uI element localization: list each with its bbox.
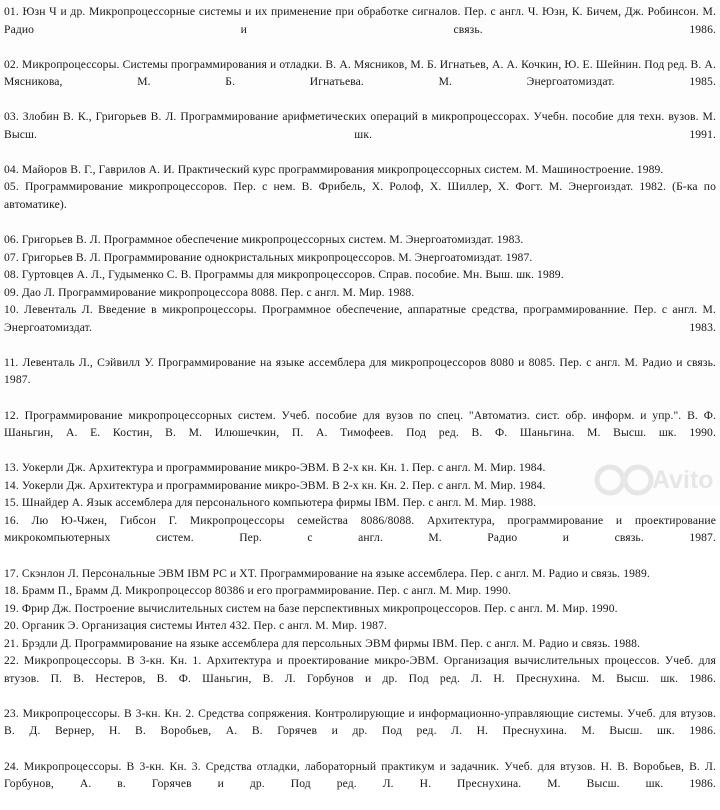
list-item: 07. Григорьев В. Л. Программирование однокристальных микропроцессоров. М. Энергоатомиздат. 1987. (4, 250, 533, 264)
list-item: 17. Скэнлон Л. Персональные ЭВМ IBM PC и XT. Программирование на языке ассемблера. Пер. с англ. М. Радио и связь. 1989. (4, 566, 650, 580)
list-item: 06. Григорьев В. Л. Программное обеспечение микропроцессорных систем. М. Энергоатомиздат. 1983. (4, 233, 524, 247)
list-item: 21. Брэдли Д. Программирование на языке ассемблера для персольных ЭВМ фирмы IBM. Пер. с англ. М. Радио и связь. 1988. (4, 636, 641, 650)
list-item: 16. Лю Ю-Чжен, Гибсон Г. Микропроцессоры семейства 8086/8088. Архитектура, программирование и проектирование микрокомпьютерных систем. Пер. с англ. М. Радио и связь. 1987. (4, 513, 716, 545)
bibliography-list (4, 3, 716, 810)
list-item: 08. Гуртовцев А. Л., Гудыменко С. В. Программы для микропроцессоров. Справ. пособие. Мн. Выш. шк. 1989. (4, 268, 564, 282)
list-item: 10. Левенталь Л. Введение в микропроцессоры. Программное обеспечение, аппаратные средства, программированние. Пер. с англ. М. Энергоатомиздат. 1983. (4, 303, 716, 334)
list-item: 14. Уокерли Дж. Архитектура и программирование микро-ЭВМ. В 2-х кн. Кн. 2. Пер. с англ. М. Мир. 1984. (4, 478, 546, 492)
list-item: 09. Дао Л. Программирование микропроцессора 8088. Пер. с англ. М. Мир. 1988. (4, 285, 415, 299)
list-item: 22. Микропроцессоры. В 3-кн. Кн. 1. Архитектура и проектирование микро-ЭВМ. Организация вычислительных процессов. Учеб. для втузов. П. В. Нестеров, В. Ф. Шаньгин, В. Л. Горбунов и др. Под ред. Л. Н. Преснухина. М. Высш. шк. 1986. (4, 654, 716, 685)
list-item: 18. Брамм П., Брамм Д. Микропроцессор 80386 и его программирование. Пер. с англ. М. Мир. 1990. (4, 584, 512, 598)
list-item: 24. Микропроцессоры. В 3-кн. Кн. 3. Средства отладки, лабораторный практикум и задачник. Учеб. для втузов. Н. В. Воробьев, В. Л. Горбунов, А. в. Горячев и др. Под ред. Л. Н. Преснухина. М. Высш. шк. 1986. (4, 759, 716, 791)
list-item: 03. Злобин В. К., Григорьев В. Л. Программирование арифметических операций в микропроцессорах. Учебн. пособие для техн. вузов. М. Высш. шк. 1991. (4, 110, 716, 141)
svg-text:Avito: Avito (652, 466, 714, 494)
list-item: 04. Майоров В. Г., Гаврилов А. И. Практический курс программирования микропроцессорных систем. М. Машиностроение. 1989. (4, 162, 664, 176)
list-item: 12. Программирование микропроцессорных систем. Учеб. пособие для вузов по спец. "Автоматиз. сист. обр. информ. и упр.". В. Ф. Шаньгин, А. Е. Костин, В. М. Илюшечкин, П. А. Тимофеев. Под ред. В. Ф. Шаньгина. М. Высш. шк. 1990. (4, 408, 716, 440)
list-item: 01. Юзн Ч и др. Микропроцессорные системы и их применение при обработке сигналов. Пер. с англ. Ч. Юзн, К. Бичем, Дж. Робинсон. М. Радио и связь. 1986. (4, 5, 716, 36)
list-item: 02. Микропроцессоры. Системы программирования и отладки. В. А. Мясников, М. Б. Игнатьев, А. А. Кочкин, Ю. Е. Шейнин. Под ред. В. А. Мясникова, М. Б. Игнатьева. М. Энергоатомиздат. 1985. (4, 57, 716, 89)
list-item: 19. Фрир Дж. Построение вычислительных систем на базе перспективных микропроцессоров. Пер. с англ. М. Мир. 1990. (4, 601, 618, 615)
list-item: 20. Органик Э. Организация системы Интел 432. Пер. с англ. М. Мир. 1987. (4, 619, 387, 633)
list-item: 23. Микропроцессоры. В 3-кн. Кн. 2. Средства сопряжения. Контролирующие и информационно-управляющие системы. Учеб. для втузов. В. Д. Вернер, Н. В. Воробьев, А. В. Горячев и др. Под ред. Л. Н. Преснухина. М. Высш. шк. 1986. (4, 706, 716, 738)
list-item: 11. Левенталь Л., Сэйвилл У. Программирование на языке ассемблера для микропроцессоров 8080 и 8085. Пер. с англ. М. Радио и связь. 1987. (4, 355, 716, 387)
list-item: 15. Шнайдер А. Язык ассемблера для персонального компьютера фирмы IBM. Пер. с англ. М. Мир. 1988. (4, 496, 537, 510)
list-item: 05. Программирование микропроцессоров. Пер. с нем. В. Фрибель, Х. Ролоф, Х. Шиллер, Х. Фогт. М. Энергоиздат. 1982. (Б-ка по автоматике). (4, 180, 716, 212)
list-item: 13. Уокерли Дж. Архитектура и программирование микро-ЭВМ. В 2-х кн. Кн. 1. Пер. с англ. М. Мир. 1984. (4, 461, 546, 475)
